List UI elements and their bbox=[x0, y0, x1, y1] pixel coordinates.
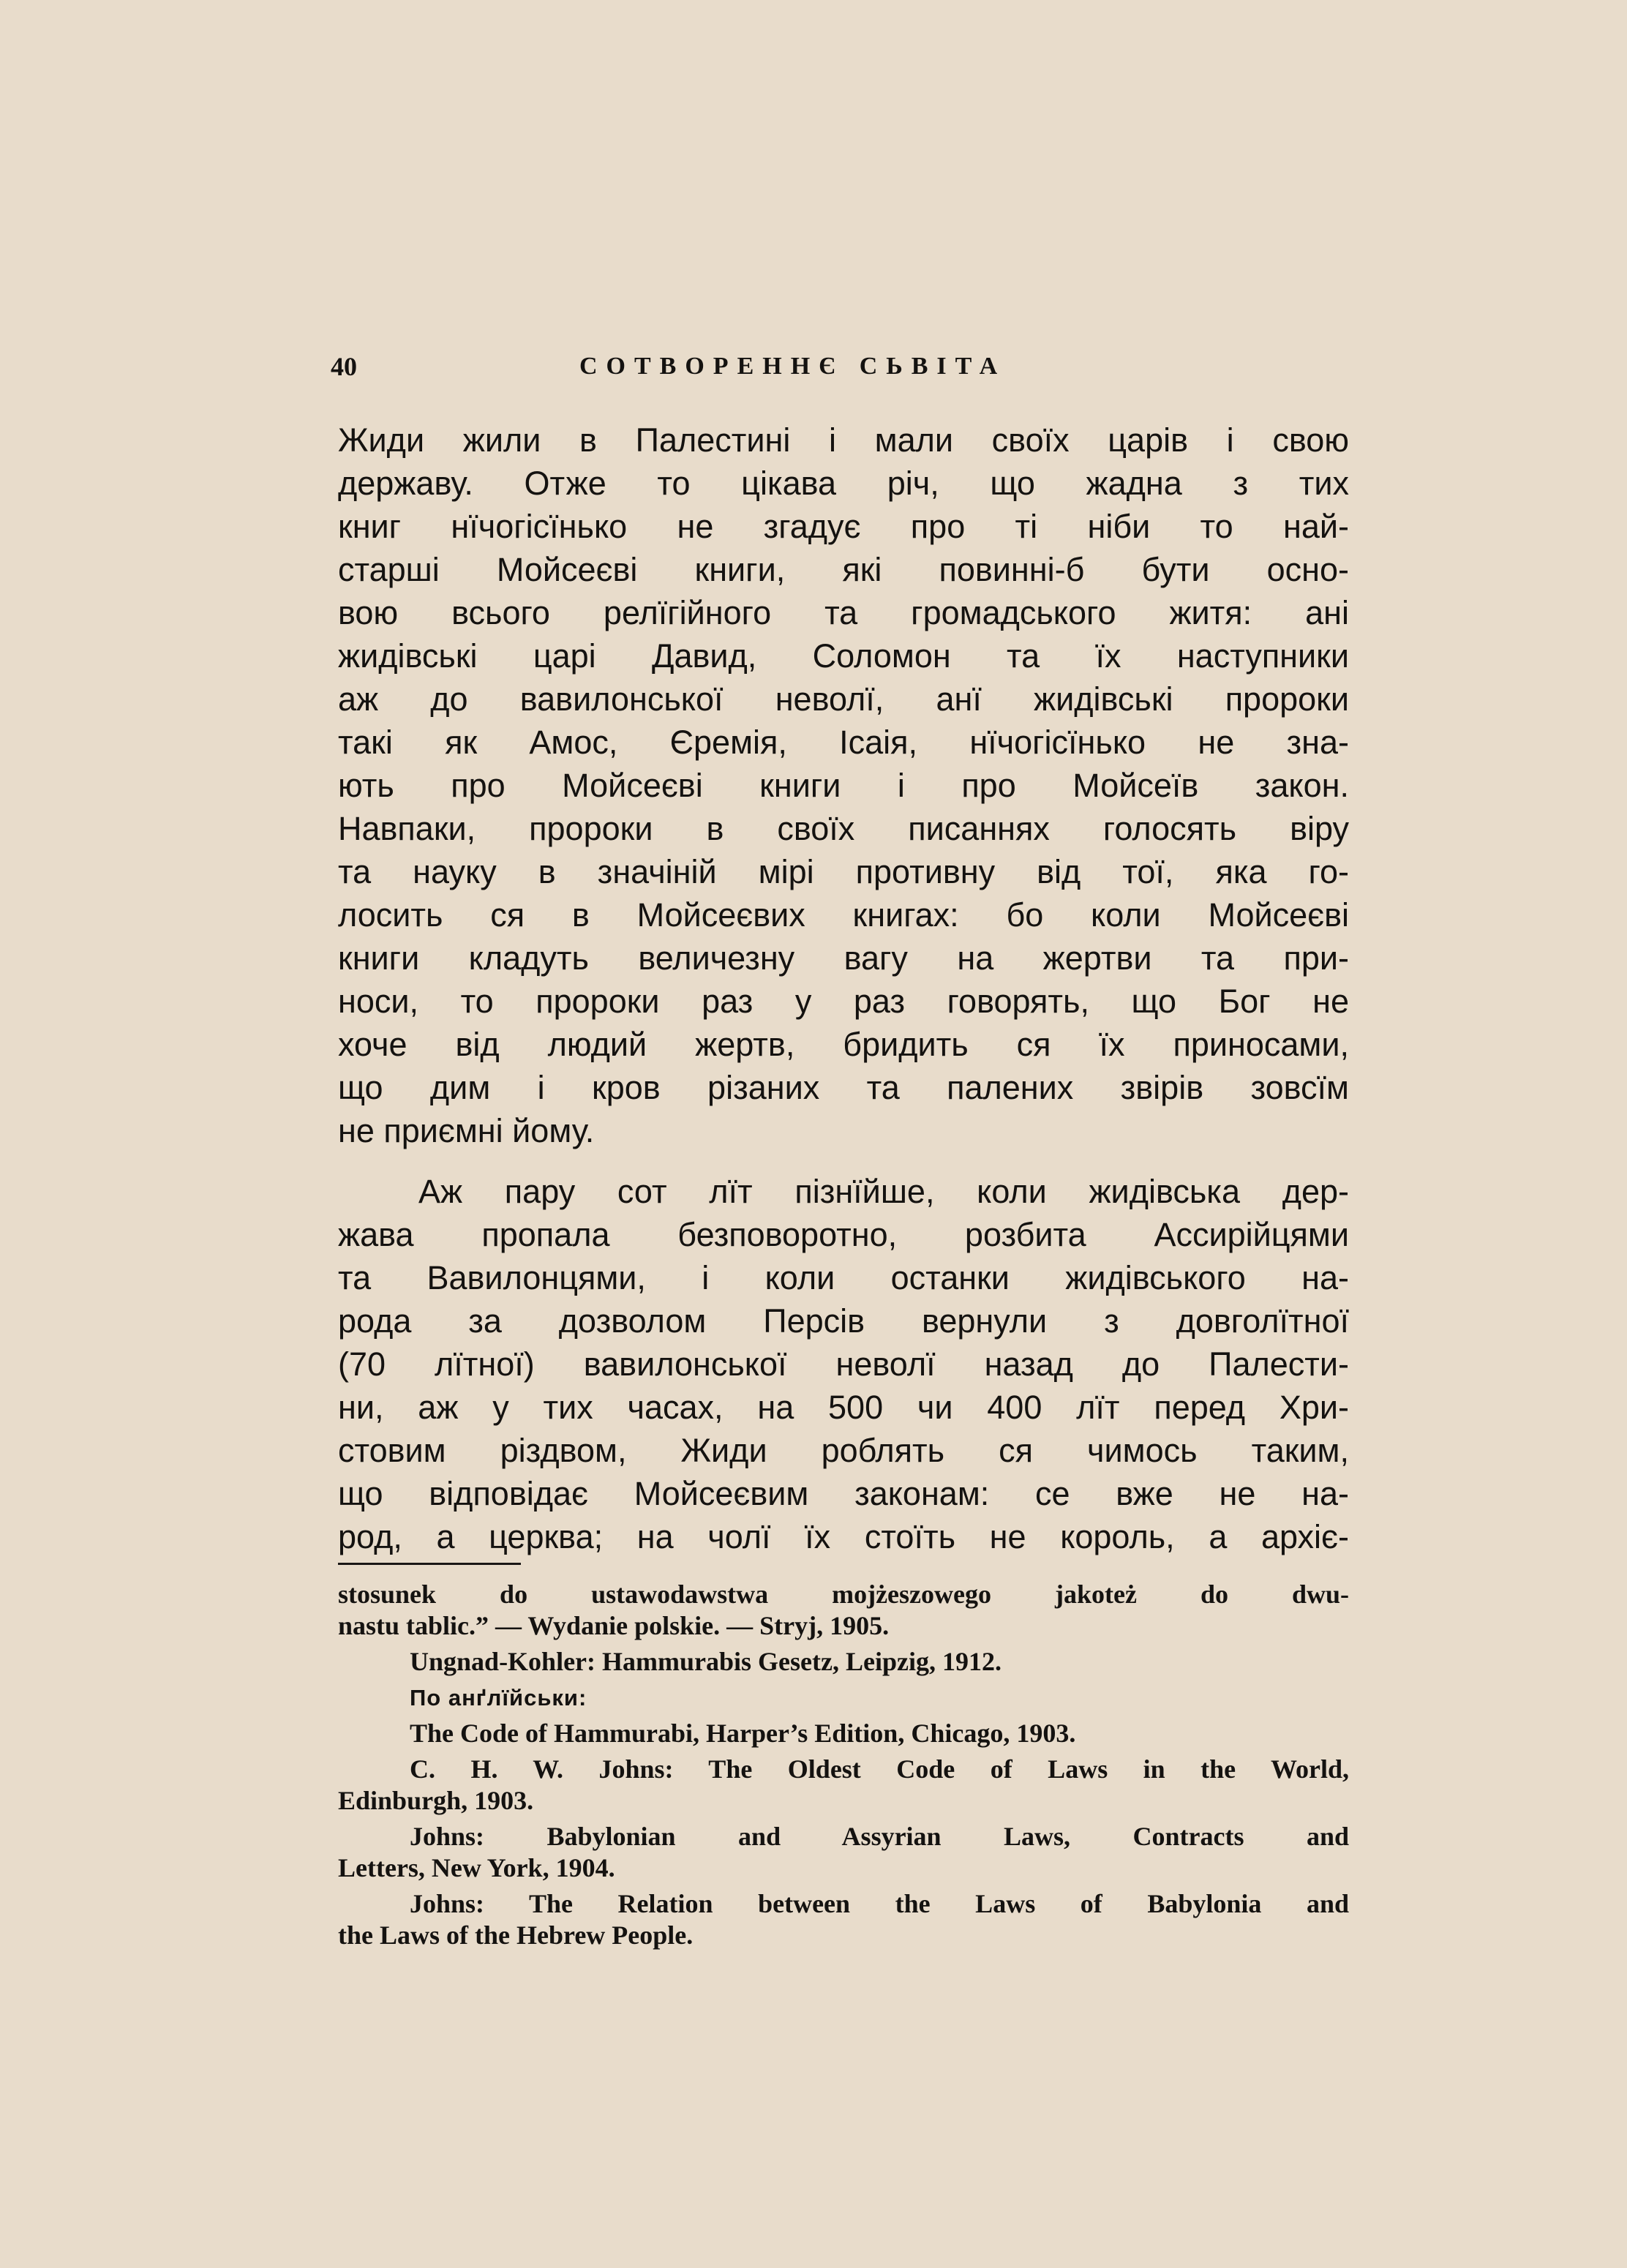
paragraph-gap bbox=[338, 1152, 1349, 1170]
footnote-line: C. H. W. Johns: The Oldest Code of Laws in the World, bbox=[410, 1754, 1349, 1784]
text-line: лосить ся в Мойсеєвих книгах: бо коли Мойсеєві bbox=[338, 896, 1349, 934]
text-line: род, а церква; на чолї їх стоїть не король, а архіє- bbox=[338, 1518, 1349, 1555]
text-line: жава пропала безповоротно, розбита Ассирійцями bbox=[338, 1216, 1349, 1253]
footnote-entry bbox=[338, 1888, 1349, 1951]
text-line: Жиди жили в Палестині і мали своїх царів і свою bbox=[338, 421, 1349, 459]
text-line: такі як Амос, Єремія, Ісаія, нїчогісїнько не зна- bbox=[338, 724, 1349, 761]
text-line: ють про Мойсеєві книги і про Мойсеїв закон. bbox=[338, 767, 1349, 804]
footnote-entry bbox=[338, 1821, 1349, 1884]
footnote-entry bbox=[338, 1646, 1349, 1678]
paragraph-2 bbox=[338, 1170, 1349, 1558]
page-number: 40 bbox=[331, 352, 357, 381]
footnote-line: The Code of Hammurabi, Harper’s Edition, Chicago, 1903. bbox=[410, 1719, 1076, 1748]
footnote-line: stosunek do ustawodawstwa mojżeszowego jakoteż do dwu- bbox=[338, 1580, 1349, 1609]
footnote-heading bbox=[338, 1682, 1349, 1713]
footnote-line: nastu tablic.” — Wydanie polskie. — Stryj, 1905. bbox=[338, 1611, 890, 1640]
footnote-separator bbox=[338, 1563, 521, 1565]
footnotes bbox=[338, 1579, 1349, 1956]
text-line: стовим різдвом, Жиди роблять ся чимось таким, bbox=[338, 1432, 1349, 1469]
running-head bbox=[331, 351, 1348, 395]
text-line: та науку в значіній мірі противну від тої, яка го- bbox=[338, 853, 1349, 890]
text-line: та Вавилонцями, і коли останки жидівського на- bbox=[338, 1259, 1349, 1296]
text-line: вою всього релїгійного та громадського житя: ані bbox=[338, 594, 1349, 631]
footnote-line: Letters, New York, 1904. bbox=[338, 1853, 615, 1882]
footnote-entry bbox=[338, 1718, 1349, 1749]
footnote-line: По анґлїйськи: bbox=[410, 1685, 587, 1711]
text-line: що дим і кров різаних та палених звірів зовсїм bbox=[338, 1069, 1349, 1106]
footnote-line: Johns: Babylonian and Assyrian Laws, Contracts and bbox=[410, 1822, 1349, 1851]
text-line: ни, аж у тих часах, на 500 чи 400 лїт перед Хри- bbox=[338, 1389, 1349, 1426]
text-line: не приємні йому. bbox=[338, 1112, 595, 1149]
text-line: Аж пару сот лїт пізнїйше, коли жидівська дер- bbox=[418, 1173, 1349, 1210]
text-line: (70 лїтної) вавилонської неволї назад до Палести- bbox=[338, 1345, 1349, 1383]
text-line: носи, то пророки раз у раз говорять, що Бог не bbox=[338, 983, 1349, 1020]
text-line: державу. Отже то цікава річ, що жадна з тих bbox=[338, 465, 1349, 502]
text-line: що відповідає Мойсеєвим законам: се вже не на- bbox=[338, 1475, 1349, 1512]
text-line: книги кладуть величезну вагу на жертви та при- bbox=[338, 939, 1349, 977]
footnote-line: Ungnad-Kohler: Hammurabis Gesetz, Leipzig, 1912. bbox=[410, 1647, 1002, 1676]
text-line: Навпаки, пророки в своїх писаннях голосять віру bbox=[338, 810, 1349, 847]
text-line: жидівські царі Давид, Соломон та їх наступники bbox=[338, 637, 1349, 675]
paragraph-1 bbox=[338, 418, 1349, 1152]
footnote-line: Johns: The Relation between the Laws of Babylonia and bbox=[410, 1889, 1349, 1918]
text-line: хоче від людий жертв, бридить ся їх приносами, bbox=[338, 1026, 1349, 1063]
footnote-entry bbox=[338, 1754, 1349, 1817]
text-line: рода за дозволом Персів вернули з довголїтної bbox=[338, 1302, 1349, 1340]
footnote-entry bbox=[338, 1579, 1349, 1642]
footnote-line: the Laws of the Hebrew People. bbox=[338, 1920, 694, 1950]
text-line: книг нїчогісїнько не згадує про ті ніби то най- bbox=[338, 508, 1349, 545]
text-line: аж до вавилонської неволї, анї жидівські пророки bbox=[338, 680, 1349, 718]
main-text bbox=[338, 418, 1349, 1558]
footnote-line: Edinburgh, 1903. bbox=[338, 1786, 534, 1815]
running-title: СОТВОРЕННЄ СЬВІТА bbox=[579, 353, 1007, 380]
text-line: старші Мойсеєві книги, які повинні-б бути осно- bbox=[338, 551, 1349, 588]
